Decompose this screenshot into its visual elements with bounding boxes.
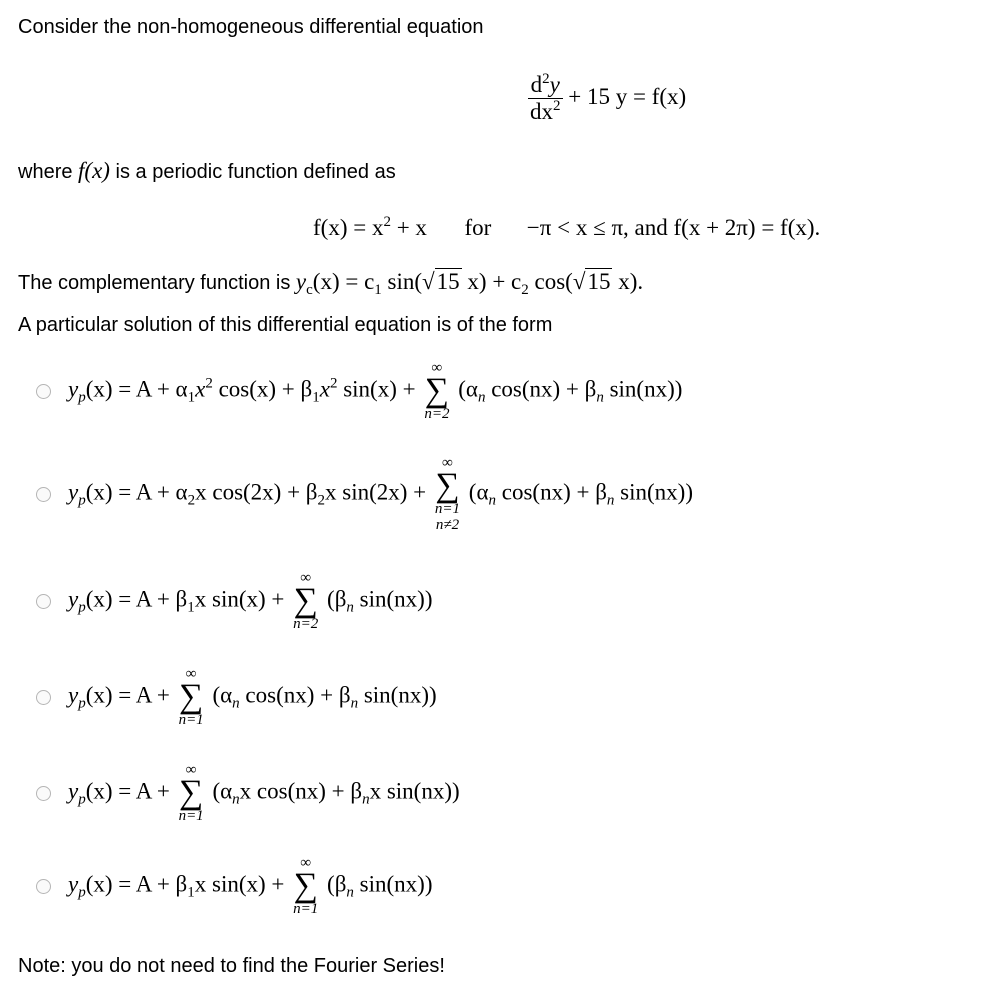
where-suffix: is a periodic function defined as [115,161,396,183]
math-fragment: y [68,586,79,612]
math-fragment: (α [458,376,478,402]
option-1-radio[interactable] [36,384,51,399]
where-line [18,158,396,184]
math-fragment: x sin(2x) + [325,479,432,505]
option-3-radio[interactable] [36,594,51,609]
option-5[interactable] [36,762,460,824]
complementary-prefix: The complementary function is [18,272,291,294]
math-fragment: (β [327,871,347,897]
option-6-sum [293,855,318,917]
math-fragment: ∞ [300,855,312,871]
intro-text: Consider the non-homogeneous differential equation [18,16,484,38]
math-fragment: 1 [187,884,195,901]
option-4-sum [179,666,204,728]
deriv-numerator-d: d [530,72,543,97]
math-fragment: y [68,376,79,402]
definition-for: for [464,215,492,240]
option-4[interactable] [36,666,437,728]
option-2-radio[interactable] [36,487,51,502]
definition-range: −π < x ≤ π, and f(x + 2π) = f(x). [526,215,821,240]
option-4-radio[interactable] [36,690,51,705]
deriv-numerator-y: y [549,72,560,97]
complementary-formula [295,269,644,298]
math-fragment: p [78,599,86,616]
note-text: Note: you do not need to find the Fourier Series! [18,955,445,977]
math-fragment: sin(nx)) [603,376,683,402]
math-fragment: 1 [312,389,320,406]
option-5-sum [179,762,204,824]
math-fragment: sin(nx)) [358,682,437,708]
math-fragment: n=2 [424,406,450,422]
definition-lhs: f(x) = x [313,215,384,240]
math-fragment: n=1 [434,501,461,517]
math-fragment: x sin(x) + [194,586,291,612]
complementary-part1: (x) = c [312,269,375,294]
math-fragment: 1 [187,389,196,406]
option-4-formula [68,666,437,728]
option-2-sum [435,455,460,533]
math-fragment: n [606,492,615,509]
definition-lhs-tail: + x [390,215,427,240]
math-fragment: y [68,479,79,505]
math-fragment: sin(nx)) [353,871,433,897]
math-fragment: 2 [317,492,326,509]
summation-symbol: ∑ [179,774,204,811]
complementary-sin: sin( [381,269,423,294]
math-fragment: p [78,884,86,901]
math-fragment: x [195,376,206,402]
math-fragment: ∞ [431,360,443,376]
deriv-numerator-power: 2 [542,71,550,87]
option-6-radio[interactable] [36,879,51,894]
math-fragment: cos(x) + β [212,376,313,402]
math-fragment: 2 [205,375,213,392]
math-fragment: x sin(x) + [194,871,291,897]
function-definition [313,215,820,241]
deriv-denominator-power: 2 [553,98,561,114]
math-fragment: (β [327,586,347,612]
sqrt-radicand-a: 15 [436,269,460,294]
math-fragment: 2 [329,375,338,392]
equation-rest: + 15 y = f(x) [562,83,687,109]
math-fragment: n [346,599,354,616]
option-3-sum [293,570,318,632]
yc-symbol: y [295,269,307,294]
particular-prompt: A particular solution of this differential equation is of the form [18,314,553,336]
derivative-fraction [528,72,563,125]
math-fragment: n [477,389,486,406]
math-fragment: n [232,791,240,808]
where-prefix: where [18,161,73,183]
option-1-formula [68,360,682,422]
option-3[interactable] [36,570,432,632]
sqrt-15-b: √15 [572,269,611,294]
math-fragment: x cos(nx) + β [239,778,363,804]
math-fragment: p [78,791,86,808]
math-fragment: (α [212,778,233,804]
summation-symbol: ∑ [179,678,204,715]
option-1[interactable] [36,360,682,422]
math-fragment: (x) = A + [85,778,176,804]
math-fragment: y [68,778,79,804]
option-5-formula [68,762,460,824]
math-fragment: n [346,884,354,901]
math-fragment: n [362,791,370,808]
deriv-denominator: dx [530,99,553,124]
definition-lhs-power: 2 [383,214,391,230]
math-fragment: ∞ [185,666,197,682]
differential-equation [528,72,686,125]
math-fragment: (x) = A + α [85,479,188,505]
math-fragment: (x) = A + β [85,586,188,612]
sqrt-15-a: √15 [422,269,460,294]
math-fragment: n [232,695,240,712]
math-fragment: (α [212,682,233,708]
math-fragment: y [68,682,79,708]
math-fragment: x [319,376,330,402]
math-fragment: sin(nx)) [614,479,693,505]
math-fragment: cos(nx) + β [496,479,607,505]
math-fragment: p [78,389,86,406]
option-2-formula [68,455,693,533]
sqrt-radicand-b: 15 [587,269,611,294]
math-fragment: n=1 [178,712,204,728]
summation-symbol: ∑ [293,582,318,619]
math-fragment: p [78,492,86,509]
option-1-sum [424,360,449,422]
summation-symbol: ∑ [424,372,450,409]
math-fragment: cos(nx) + β [239,682,351,708]
c1-subscript: 1 [374,282,382,298]
math-fragment: n=2 [293,616,319,632]
math-fragment: x cos(2x) + β [195,479,318,505]
math-fragment: ∞ [300,570,312,586]
summation-symbol: ∑ [435,467,460,504]
math-fragment: 1 [187,599,195,616]
math-fragment: (x) = A + β [85,871,188,897]
complementary-cos: cos( [528,269,573,294]
yc-subscript: c [306,282,313,298]
summation-symbol: ∑ [293,867,318,904]
math-fragment: (x) = A + α [85,376,188,402]
option-5-radio[interactable] [36,786,51,801]
math-fragment: cos(nx) + β [485,376,597,402]
complementary-x1: x) + c [461,269,522,294]
math-fragment: ∞ [442,455,453,471]
math-fragment: n [488,492,496,509]
complementary-x2: x). [612,269,644,294]
c2-subscript: 2 [521,282,529,298]
where-fx: f(x) [78,158,110,183]
complementary-line [18,268,644,298]
math-fragment: 2 [187,492,196,509]
math-fragment: ∞ [185,762,197,778]
option-3-formula [68,570,432,632]
math-fragment: sin(nx)) [353,586,433,612]
math-fragment: (α [468,479,489,505]
option-6-formula [68,855,432,917]
math-fragment: (x) = A + [85,682,176,708]
option-6[interactable] [36,855,432,917]
math-fragment: n≠2 [435,517,460,533]
math-fragment: n [596,389,604,406]
math-fragment: x sin(nx)) [369,778,460,804]
math-fragment: y [68,871,79,897]
math-fragment: sin(x) + [337,376,422,402]
math-fragment: p [78,695,86,712]
math-fragment: n=1 [293,901,319,917]
math-fragment: n=1 [178,808,204,824]
option-2[interactable] [36,455,693,533]
math-fragment: n [350,695,359,712]
